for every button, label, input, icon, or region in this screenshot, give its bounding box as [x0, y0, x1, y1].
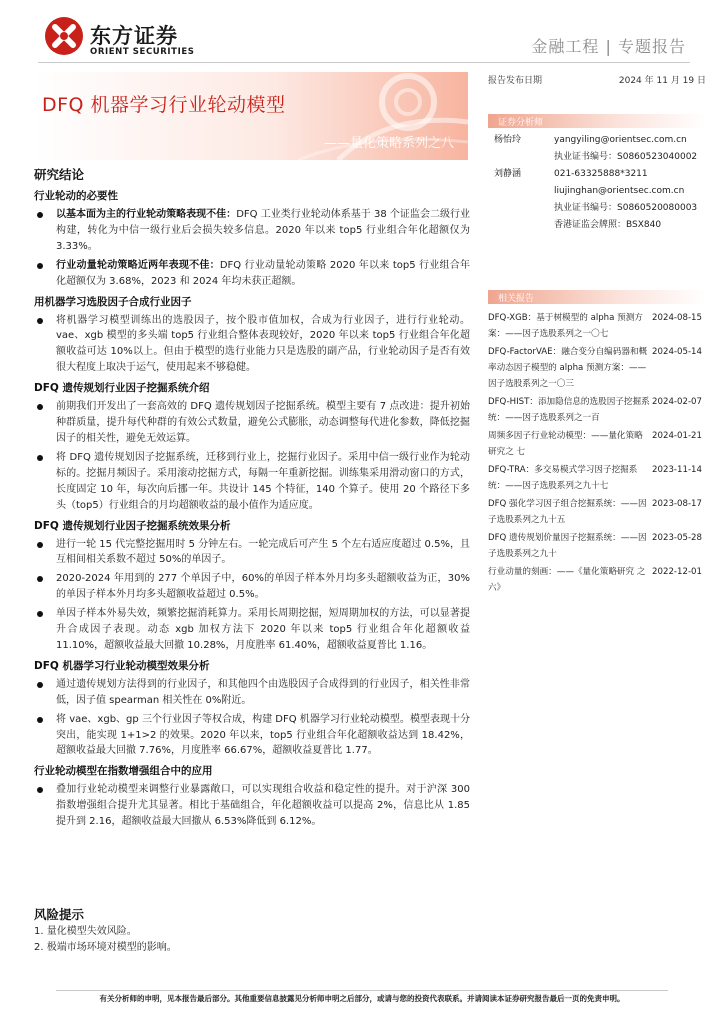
section-title: 用机器学习选股因子合成行业因子 [34, 295, 192, 308]
bullet-text: 进行一轮 15 代完整挖掘用时 5 分钟左右。一轮完成后可产生 5 个左右适应度超过 0.5%，且互相间相关系数不超过 50%的单因子。 [56, 538, 470, 566]
bullet-text: 单因子样本外易失效，频繁挖掘消耗算力。采用长周期挖掘，短周期加权的方法，可以显著提升合成因子表现。动态 xgb 加权方法下 2020 年以来 top5 行业组合年化超额收益 11.10%，超额收益最大回撤 10.28%，月度胜率 61.40%，超额收益夏普比 1.16。 [56, 608, 470, 651]
conclusions-heading: 研究结论 [34, 167, 85, 182]
analysts-list [488, 132, 706, 234]
analyst-name: 杨怡玲 [494, 135, 522, 145]
related-header-bar [488, 290, 706, 304]
bullet-dot-icon [37, 404, 43, 410]
bullet-dot-icon [37, 455, 43, 461]
related-report-date: 2024-05-14 [652, 347, 702, 357]
bullet-lead: 以基本面为主的行业轮动策略表现不佳： [56, 209, 237, 220]
bullet-text: 前期我们开发出了一套高效的 DFQ 遗传规划因子挖掘系统。模型主要有 7 点改进：提升初始种群质量，提升每代种群的有效公式数量，避免公式膨胀，动态调整每代进化参数，降低挖掘因子的相关性，避免无效运算。 [56, 401, 470, 444]
header-divider [38, 62, 690, 63]
bullet-point [34, 313, 470, 377]
related-report-item[interactable] [488, 310, 708, 342]
related-report-title: DFQ-TRA：多交易模式学习因子挖掘系统：——因子选股系列之九十七 [488, 465, 638, 491]
bullet-text: 将 vae、xgb、gp 三个行业因子等权合成，构建 DFQ 机器学习行业轮动模型。模型表现十分突出，能实现 1+1>2 的效果。2020 年以来，top5 行业组合年化超额收益达到 18.42%，超额收益最大回撤 7.76%，月度胜率 66.67%，超额收益夏普比 1.77。 [56, 713, 470, 757]
related-report-date: 2024-08-15 [652, 313, 702, 323]
research-conclusions [34, 166, 470, 833]
analyst-row [488, 200, 706, 217]
bullet-point [34, 207, 470, 255]
analyst-contact: 执业证书编号：S0860523040002 [554, 152, 698, 162]
related-report-item[interactable] [488, 394, 708, 426]
bullet-dot-icon [37, 318, 43, 324]
section-title: DFQ 机器学习行业轮动模型效果分析 [34, 659, 210, 672]
related-report-date: 2023-05-28 [652, 533, 702, 543]
related-report-title: DFQ-XGB：基于树模型的 alpha 预测方案：——因子选股系列之一〇七 [488, 313, 643, 339]
related-report-title: DFQ-FactorVAE：融合变分自编码器和概率动态因子模型的 alpha 预测方案：——因子选股系列之一〇三 [488, 347, 648, 389]
section-title: DFQ 遗传规划行业因子挖掘系统介绍 [34, 382, 210, 395]
bullet-point [34, 399, 470, 447]
bullet-point [34, 571, 470, 603]
related-report-date: 2023-11-14 [652, 465, 702, 475]
bullet-text: 将 DFQ 遗传规划因子挖掘系统，迁移到行业上，挖掘行业因子。采用中信一级行业作为轮动标的。挖掘月频因子。采用滚动挖掘方式，每隔一年重新挖掘。训练集采用滑动窗口的方式，长度固定 10 年，每次向后挪一年。共设计 145 个特征，140 个算子。使用 20 个路径下多头（top5）行业组合的月均超额收益的最小值作为适应度。 [56, 451, 470, 511]
risk-item: 2. 极端市场环境对模型的影响。 [34, 941, 177, 953]
bullet-dot-icon [37, 212, 43, 218]
bullet-dot-icon [37, 682, 43, 688]
title-banner [34, 72, 468, 160]
bullet-point [34, 537, 470, 569]
company-logo [44, 14, 194, 58]
section-title: DFQ 遗传规划行业因子挖掘系统效果分析 [34, 519, 231, 532]
analyst-row [488, 217, 706, 234]
risk-item: 1. 量化模型失效风险。 [34, 926, 137, 937]
section-title: 行业轮动的必要性 [34, 190, 118, 202]
bullet-point [34, 450, 470, 514]
side-panel [488, 74, 706, 234]
related-report-title: DFQ 遗传规划价量因子挖掘系统：——因子选股系列之九十 [488, 533, 647, 559]
bullet-text: DFQ 工业类行业轮动体系基于 38 个证监会二级行业构建，转化为中信一级行业后会损失较多信息。2020 年以来 top5 行业组合年化超额仅为 3.33%。 [56, 209, 470, 252]
orient-securities-logo-icon [44, 16, 84, 56]
bullet-lead: 行业动量轮动策略近两年表现不佳： [56, 259, 220, 271]
related-heading: 相关报告 [498, 294, 535, 304]
footer-divider [56, 990, 668, 991]
analysts-header-bar [488, 114, 706, 128]
related-report-title: DFQ-HIST：添加隐信息的选股因子挖掘系统：——因子选股系列之一百 [488, 397, 650, 423]
report-type-label: 金融工程 | 专题报告 [531, 37, 686, 56]
logo-english-name: ORIENT SECURITIES [90, 47, 195, 57]
bullet-point [34, 712, 470, 760]
related-report-item[interactable] [488, 428, 708, 460]
report-title: DFQ 机器学习行业轮动模型 [42, 94, 286, 116]
bullet-dot-icon [37, 787, 43, 793]
analyst-row [488, 166, 706, 183]
analyst-contact: 香港证监会牌照：BSX840 [554, 220, 662, 230]
related-report-date: 2022-12-01 [652, 567, 702, 577]
related-report-item[interactable] [488, 564, 708, 596]
analyst-name: 刘静涵 [494, 169, 522, 179]
analyst-contact: yangyiling@orientsec.com.cn [554, 135, 687, 145]
bullet-dot-icon [37, 611, 43, 617]
bullet-point [34, 258, 470, 290]
publish-date-label: 报告发布日期 [488, 76, 543, 86]
analyst-row [488, 183, 706, 200]
analyst-contact: liujinghan@orientsec.com.cn [554, 186, 685, 196]
bullet-point [34, 782, 470, 830]
bullet-text: DFQ 行业动量轮动策略 2020 年以来 top5 行业组合年化超额仅为 3.68%，2023 和 2024 年均未获正超额。 [56, 259, 470, 287]
related-report-title: 行业动量的刻画：——《量化策略研究 之六》 [488, 567, 646, 593]
bullet-point [34, 677, 470, 709]
related-report-title: 周频多因子行业轮动模型：——量化策略研究之 七 [488, 431, 643, 457]
publish-date-value: 2024 年 11 月 19 日 [618, 76, 706, 86]
risk-section [34, 906, 470, 955]
bullet-dot-icon [37, 576, 43, 582]
logo-chinese-name: 东方证券 [90, 24, 178, 48]
related-report-item[interactable] [488, 462, 708, 494]
bullet-text: 将机器学习模型训练出的选股因子，按个股市值加权，合成为行业因子，进行行业轮动。vae、xgb 模型的多头端 top5 行业组合整体表现较好，2020 年以来 top5 行业组合年化超额收益可达 10%以上。但由于模型的选行业能力只是选股的副产品，行业轮动因子是否有效很大程度上取决于运气，使用起来不够稳健。 [56, 314, 470, 374]
related-report-item[interactable] [488, 496, 708, 528]
publish-date-row [488, 74, 706, 88]
bullet-text: 叠加行业轮动模型来调整行业暴露敞口，可以实现组合收益和稳定性的提升。对于沪深 300 指数增强组合提升尤其显著。相比于基础组合，年化超额收益可以提高 2%，信息比从 1.85 提升到 2.16，超额收益最大回撤从 6.53%降低到 6.12%。 [56, 784, 470, 828]
analyst-contact: 执业证书编号：S0860520080003 [554, 203, 698, 213]
related-reports-list [488, 310, 708, 598]
report-subtitle: ——量化策略系列之八 [323, 136, 454, 151]
analysts-heading: 证券分析师 [498, 118, 544, 128]
risk-heading: 风险提示 [34, 907, 85, 922]
analyst-row [488, 149, 706, 166]
bullet-dot-icon [37, 542, 43, 548]
related-report-date: 2024-01-21 [652, 431, 702, 441]
related-report-item[interactable] [488, 530, 708, 562]
bullet-point [34, 606, 470, 654]
bullet-text: 通过遗传规划方法得到的行业因子，和其他四个由选股因子合成得到的行业因子，相关性非常低，因子值 spearman 相关性在 0%附近。 [56, 678, 470, 706]
analyst-contact: 021-63325888*3211 [554, 169, 648, 179]
bullet-dot-icon [37, 717, 43, 723]
footer-disclaimer: 有关分析师的申明，见本报告最后部分。其他重要信息披露见分析师申明之后部分，或请与您的投资代表联系。并请阅读本证券研究报告最后一页的免责申明。 [99, 994, 625, 1003]
bullet-dot-icon [37, 263, 43, 269]
related-report-date: 2023-08-17 [652, 499, 702, 509]
analyst-row [488, 132, 706, 149]
bullet-text: 2020-2024 年用到的 277 个单因子中，60%的单因子样本外月均多头超额收益为正，30%的单因子样本外月均多头超额收益超过 0.5%。 [56, 573, 470, 601]
related-report-date: 2024-02-07 [652, 397, 702, 407]
related-report-item[interactable] [488, 344, 708, 392]
related-report-title: DFQ 强化学习因子组合挖掘系统：——因子选股系列之九十五 [488, 499, 647, 525]
section-title: 行业轮动模型在指数增强组合中的应用 [34, 765, 213, 778]
